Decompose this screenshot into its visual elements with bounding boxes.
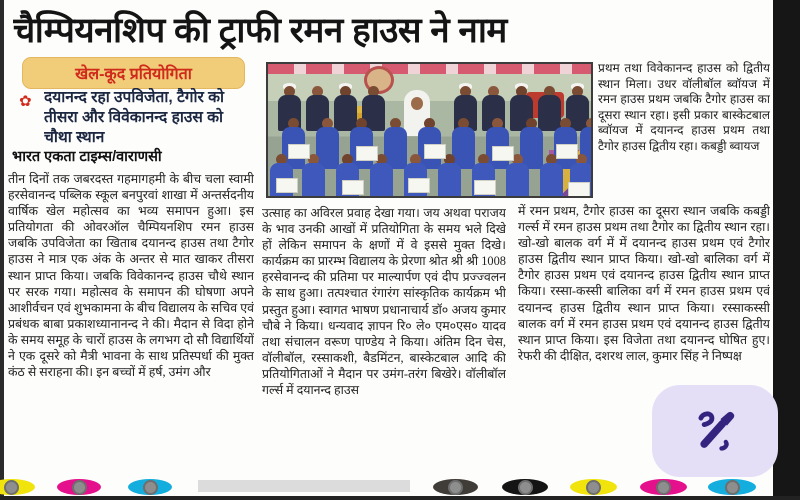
registration-ellipse-mark — [433, 479, 478, 495]
registration-ellipse-mark — [128, 479, 172, 495]
body-column-3-beside-photo: प्रथम तथा विवेकानन्द हाउस को द्वितीय स्थान मिला। उधर वॉलीबॉल ब्वॉयज में रमन हाउस प्रथम जबकि टैगोर हाउस का दूसरा स्थान रहा। इसी प्रकार बास्केटबाल ब्वॉयज में दयानन्द हाउस प्रथम तथा टैगोर हाउस द्वितीय रहा। कबड्डी ब्वायज — [598, 61, 770, 153]
registration-ellipse-mark — [708, 479, 756, 495]
byline: भारत एकता टाइम्स/वाराणसी — [12, 149, 162, 165]
flower-star-icon: ✿ — [19, 92, 32, 110]
edit-fab[interactable] — [652, 385, 778, 477]
pen-scribble-icon — [689, 404, 741, 459]
registration-ellipse-mark — [570, 479, 617, 495]
registration-ellipse-mark — [0, 479, 35, 495]
registration-ellipse-mark — [640, 479, 687, 495]
section-badge — [22, 57, 245, 89]
article-subhead: दयानन्द रहा उपविजेता, टैगोर को तीसरा और विवेकानन्द हाउस को चौथा स्थान — [44, 89, 225, 146]
photo-banner-decor — [268, 64, 591, 74]
body-column-2: उत्साह का अविरल प्रवाह देखा गया। जय अथवा पराजय के भाव उनकी आखों में प्रतियोगिता के समय भले दिखे हों लेकिन समापन के क्षणों में वे इससे मुक्त दिखे। कार्यक्रम का प्रारम्भ विद्यालय के प्रेरणा श्रोत श्री श्री 1008 हरसेवानन्द की प्रतिमा पर माल्यार्पण एवं दीप प्रज्ज्वलन के साथ हुआ। तत्पश्चात रंगारंग सांस्कृतिक कार्यक्रम भी प्रस्तुत हुआ। स्वागत भाषण प्रधानाचार्य डॉ० अजय कुमार चौबे ने किया। धन्यवाद ज्ञापन रि० ले० एम०एस० यादव तथा संचालन वरूण पाण्डेय ने किया। अंतिम दिन चेस, वॉलीबॉल, रस्साकशी, बैडमिंटन, बास्केटबाल आदि की प्रतियोगिताओं ने मैदान पर उमंग-तरंग बिखेरे। वॉलीबॉल गर्ल्स में दयानन्द हाउस — [262, 206, 506, 398]
left-edge-strip — [0, 0, 4, 500]
article-photo — [266, 62, 593, 198]
section-badge-label: खेल-कूद प्रतियोगिता — [75, 66, 192, 83]
gray-bar-mark — [198, 480, 410, 492]
body-column-1: तीन दिनों तक जबरदस्त गहमागहमी के बीच चला स्वामी हरसेवानन्द पब्लिक स्कूल बनपुरवां शाखा में अन्तर्सदनीय वार्षिक खेल महोत्सव का भव्य समापन हुआ। इस प्रतियोगता की ओवरऑल चैम्पियनशिप रमन हाउस जबकि उपविजेता का खिताब दयानन्द हाउस तथा टैगोर हाउस ने मात्र एक अंक के अन्तर से मात खाकर तीसरा स्थान प्राप्त किया। जबकि विवेकानन्द हाउस चौथे स्थान पर सरक गया। महोत्सव के समापन की घोषणा अपने आशीर्वचन एवं शुभकामना के बीच विद्यालय के सचिव एवं प्रबंधक बाबा प्रकाशध्यानानन्द ने की। मैदान से विदा होने के समय समूह के चारों हाउस के लगभग दो सौ विद्यार्थियों ने एक दूसरे को मैत्री भावना के साथ प्रतिस्पर्धा की मुक्त कंठ से सराहना की। इन बच्चों में हर्ष, उमंग और — [8, 172, 254, 380]
registration-ellipse-mark — [502, 479, 548, 495]
body-column-3-below-photo: में रमन प्रथम, टैगोर हाउस का दूसरा स्थान जबकि कबड्डी गर्ल्स में रमन हाउस प्रथम तथा टैगोर का द्वितीय स्थान रहा। खो-खो बालक वर्ग में में दयानन्द हाउस प्रथम एवं टैगोर हाउस द्वितीय स्थान प्राप्त किया। खो-खो बालिका वर्ग में टैगोर हाउस प्रथम एवं दयानन्द हाउस द्वितीय स्थान प्राप्त किया। रस्सा-कस्सी बालिका वर्ग में रमन हाउस प्रथम एवं दयानन्द हाउस द्वितीय स्थान प्राप्त किया। रस्साकस्सी बालक वर्ग में रमन हाउस प्रथम एवं दयानन्द हाउस द्वितीय स्थान प्राप्त किया। इस विजेता तथा दयानन्द घोषित हुए। रेफरी की दीक्षित, दशरथ लाल, कुमार सिंह ने निष्पक्ष — [518, 204, 770, 363]
print-registration-marks — [0, 477, 800, 497]
registration-ellipse-mark — [57, 479, 101, 495]
article-headline: चैम्पियनशिप की ट्राफी रमन हाउस ने नाम — [13, 11, 507, 50]
